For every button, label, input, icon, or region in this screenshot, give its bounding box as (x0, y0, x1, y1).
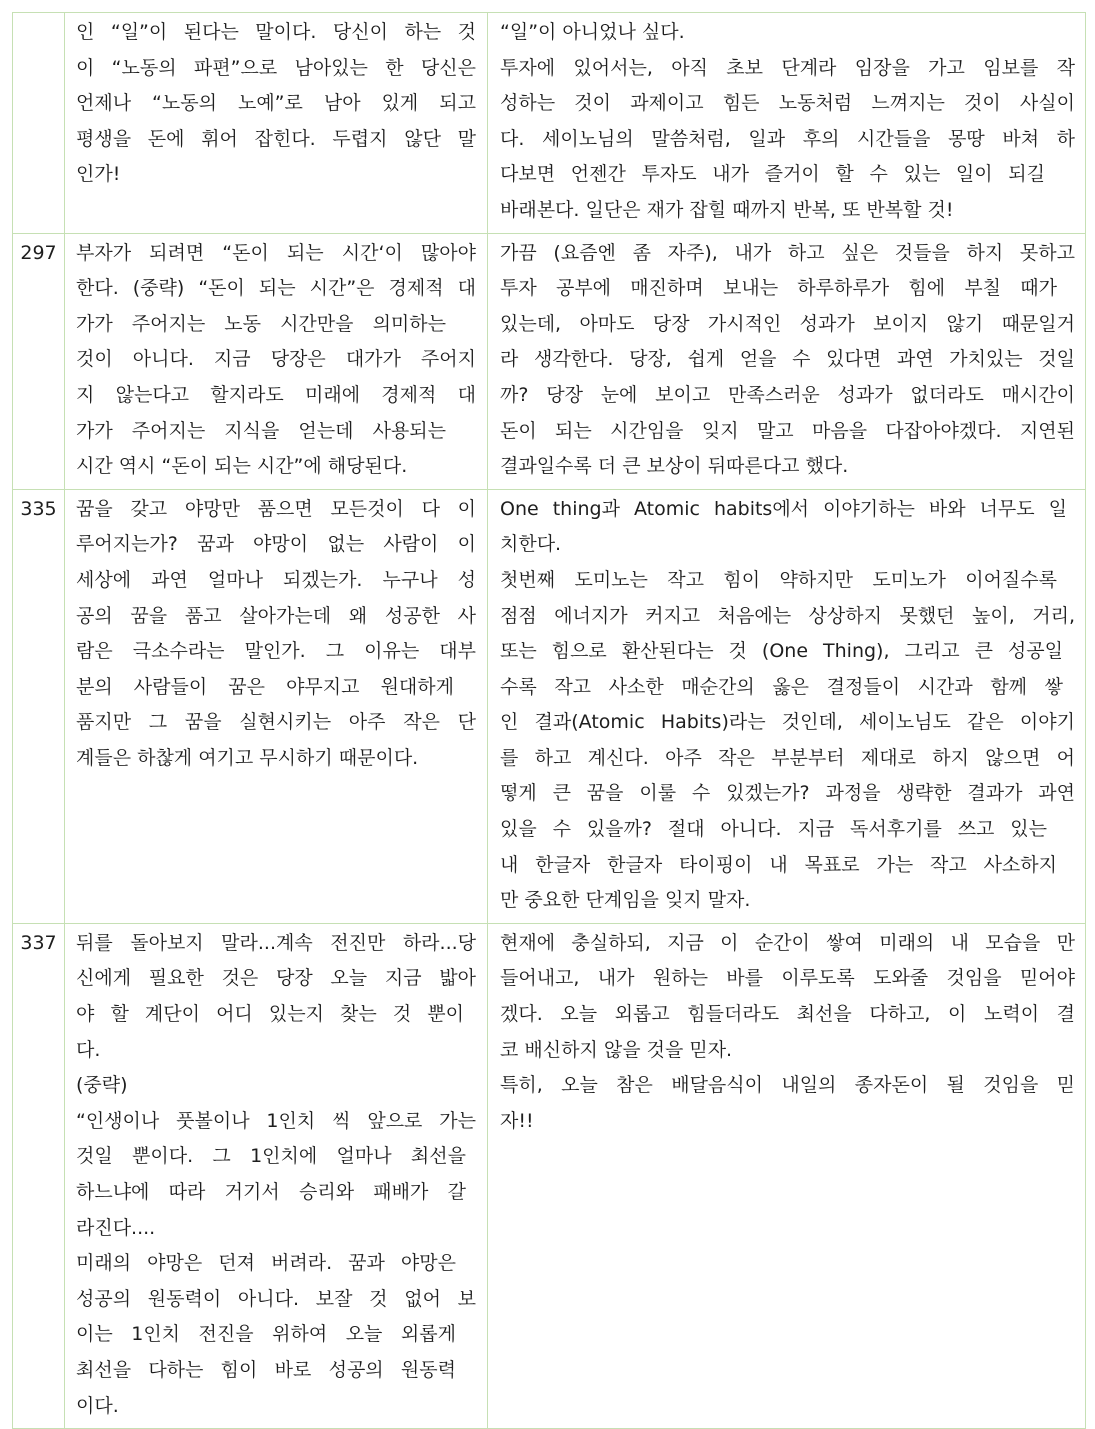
text-line: 언제나 “노동의 노예”로 남아 있게 되고 (76, 92, 476, 115)
text-line: 지 않는다고 할지라도 미래에 경제적 대 (76, 383, 476, 406)
text-line: 투자 공부에 매진하며 보내는 하루하루가 힘에 부칠 때가 (500, 277, 1057, 300)
table-row (13, 923, 1086, 1428)
text-line: 바래본다. 일단은 재가 잡힐 때까지 반복, 또 반복할 것! (500, 198, 954, 221)
table-row (13, 233, 1086, 489)
text-line: 인가! (76, 163, 121, 186)
text-line: 라 생각한다. 당장, 쉽게 얻을 수 있다면 과연 가치있는 것일 (500, 348, 1075, 371)
text-line: 겠다. 오늘 외롭고 힘들더라도 최선을 다하고, 이 노력이 결 (500, 1003, 1075, 1026)
page-number (13, 13, 64, 15)
text-line: 최선을 다하는 힘이 바로 성공의 원동력 (76, 1358, 456, 1381)
quote-text (65, 13, 487, 197)
text-line: 다보면 언젠간 투자도 내가 즐거이 할 수 있는 일이 되길 (500, 163, 1045, 186)
note-cell (488, 923, 1086, 1428)
text-line: 뒤를 돌아보지 말라...계속 전진만 하라...당 (76, 931, 476, 954)
text-line: 인 결과(Atomic Habits)라는 것인데, 세이노님도 같은 이야기 (500, 711, 1075, 734)
quote-text (65, 234, 487, 489)
text-line: “일”이 아니었나 싶다. (500, 21, 685, 43)
text-line: 품지만 그 꿈을 실현시키는 아주 작은 단 (76, 711, 476, 734)
text-line: 이다. (76, 1394, 119, 1417)
page-number-cell (13, 13, 65, 234)
text-line: 평생을 돈에 휘어 잡힌다. 두렵지 않단 말 (76, 127, 476, 150)
text-line: 코 배신하지 않을 것을 믿자. (500, 1038, 733, 1061)
text-line: 있는데, 아마도 당장 가시적인 성과가 보이지 않기 때문일거 (500, 312, 1075, 335)
text-line: 공의 꿈을 품고 살아가는데 왜 성공한 사 (76, 604, 476, 627)
note-text (488, 234, 1085, 489)
text-line: 점점 에너지가 커지고 처음에는 상상하지 못했던 높이, 거리, (500, 604, 1075, 627)
text-line: 까? 당장 눈에 보이고 만족스러운 성과가 없더라도 매시간이 (500, 383, 1075, 406)
text-line: 루어지는가? 꿈과 야망이 없는 사람이 이 (76, 533, 476, 556)
text-line: 가가 주어지는 지식을 얻는데 사용되는 (76, 419, 446, 442)
text-line: 투자에 있어서는, 아직 초보 단계라 임장을 가고 임보를 작 (500, 56, 1075, 79)
text-line: 만 중요한 단계임을 잊지 말자. (500, 889, 751, 912)
text-line: 들어내고, 내가 원하는 바를 이루도록 도와줄 것임을 믿어야 (500, 967, 1075, 990)
text-line: 를 하고 계신다. 아주 작은 부분부터 제대로 하지 않으면 어 (500, 746, 1075, 769)
text-line: 시간 역시 “돈이 되는 시간”에 해당된다. (76, 455, 408, 478)
text-line: 인 “일”이 된다는 말이다. 당신이 하는 것 (76, 21, 476, 43)
text-line: 다. 세이노님의 말씀처럼, 일과 후의 시간들을 몽땅 바쳐 하 (500, 127, 1075, 150)
text-line: 세상에 과연 얼마나 되겠는가. 누구나 성 (76, 568, 476, 591)
text-line: 떻게 큰 꿈을 이룰 수 있겠는가? 과정을 생략한 결과가 과연 (500, 782, 1075, 805)
table-row (13, 13, 1086, 234)
text-line: 치한다. (500, 533, 562, 556)
page-number: 297 (20, 241, 57, 264)
note-text (488, 924, 1085, 1144)
text-line: 미래의 야망은 던져 버려라. 꿈과 야망은 (76, 1252, 456, 1275)
text-line: 한다. (중략) “돈이 되는 시간”은 경제적 대 (76, 277, 476, 300)
text-line: 람은 극소수라는 말인가. 그 이유는 대부 (76, 640, 476, 663)
text-line: 것일 뿐이다. 그 1인치에 얼마나 최선을 (76, 1145, 466, 1168)
quote-text (65, 924, 487, 1428)
page-number-cell (13, 489, 65, 923)
note-cell (488, 13, 1086, 234)
text-line: 돈이 되는 시간임을 잊지 말고 마음을 다잡아야겠다. 지연된 (500, 419, 1075, 442)
text-line: 꿈을 갖고 야망만 품으면 모든것이 다 이 (76, 497, 476, 520)
text-line: 첫번째 도미노는 작고 힘이 약하지만 도미노가 이어질수록 (500, 568, 1057, 591)
text-line: 분의 사람들이 꿈은 야무지고 원대하게 (76, 675, 454, 698)
note-cell (488, 233, 1086, 489)
quote-cell (65, 489, 488, 923)
text-line: 부자가 되려면 “돈이 되는 시간‘이 많아야 (76, 241, 476, 264)
text-line: 수록 작고 사소한 매순간의 옳은 결정들이 시간과 함께 쌓 (500, 675, 1063, 698)
text-line: 또는 힘으로 환산된다는 것 (One Thing), 그리고 큰 성공일 (500, 640, 1063, 663)
note-text (488, 490, 1085, 923)
text-line: 것이 아니다. 지금 당장은 대가가 주어지 (76, 348, 476, 371)
text-line: 내 한글자 한글자 타이핑이 내 목표로 가는 작고 사소하지 (500, 853, 1057, 876)
reading-notes-table (12, 12, 1086, 1429)
quote-cell (65, 923, 488, 1428)
text-line: 결과일수록 더 큰 보상이 뒤따른다고 했다. (500, 455, 849, 478)
quote-cell (65, 233, 488, 489)
text-line: 라진다.... (76, 1216, 156, 1239)
text-line: (중략) (76, 1074, 128, 1097)
table-row (13, 489, 1086, 923)
text-line: 이는 1인치 전진을 위하여 오늘 외롭게 (76, 1323, 456, 1346)
page-number-cell (13, 923, 65, 1428)
text-line: 현재에 충실하되, 지금 이 순간이 쌓여 미래의 내 모습을 만 (500, 931, 1075, 954)
text-line: 성하는 것이 과제이고 힘든 노동처럼 느껴지는 것이 사실이 (500, 92, 1075, 115)
page-number: 337 (20, 931, 57, 954)
text-line: 있을 수 있을까? 절대 아니다. 지금 독서후기를 쓰고 있는 (500, 818, 1047, 841)
note-text (488, 13, 1085, 233)
text-line: 이 “노동의 파편”으로 남아있는 한 당신은 (76, 56, 476, 79)
text-line: 자!! (500, 1109, 534, 1132)
page-number: 335 (20, 497, 57, 520)
text-line: 다. (76, 1038, 101, 1061)
text-line: 야 할 계단이 어디 있는지 찾는 것 뿐이 (76, 1003, 464, 1026)
note-cell (488, 489, 1086, 923)
text-line: One thing과 Atomic habits에서 이야기하는 바와 너무도 일 (500, 497, 1067, 520)
text-line: 가끔 (요즘엔 좀 자주), 내가 하고 싶은 것들을 하지 못하고 (500, 241, 1075, 264)
quote-text (65, 490, 487, 781)
text-line: 신에게 필요한 것은 당장 오늘 지금 밟아 (76, 967, 476, 990)
quote-cell (65, 13, 488, 234)
text-line: 성공의 원동력이 아니다. 보잘 것 없어 보 (76, 1287, 476, 1310)
text-line: 특히, 오늘 참은 배달음식이 내일의 종자돈이 될 것임을 믿 (500, 1074, 1075, 1097)
text-line: 가가 주어지는 노동 시간만을 의미하는 (76, 312, 446, 335)
text-line: 계들은 하찮게 여기고 무시하기 때문이다. (76, 746, 419, 769)
text-line: 하느냐에 따라 거기서 승리와 패배가 갈 (76, 1181, 466, 1203)
page-number-cell (13, 233, 65, 489)
text-line: “인생이나 풋볼이나 1인치 씩 앞으로 가는 (76, 1109, 476, 1132)
